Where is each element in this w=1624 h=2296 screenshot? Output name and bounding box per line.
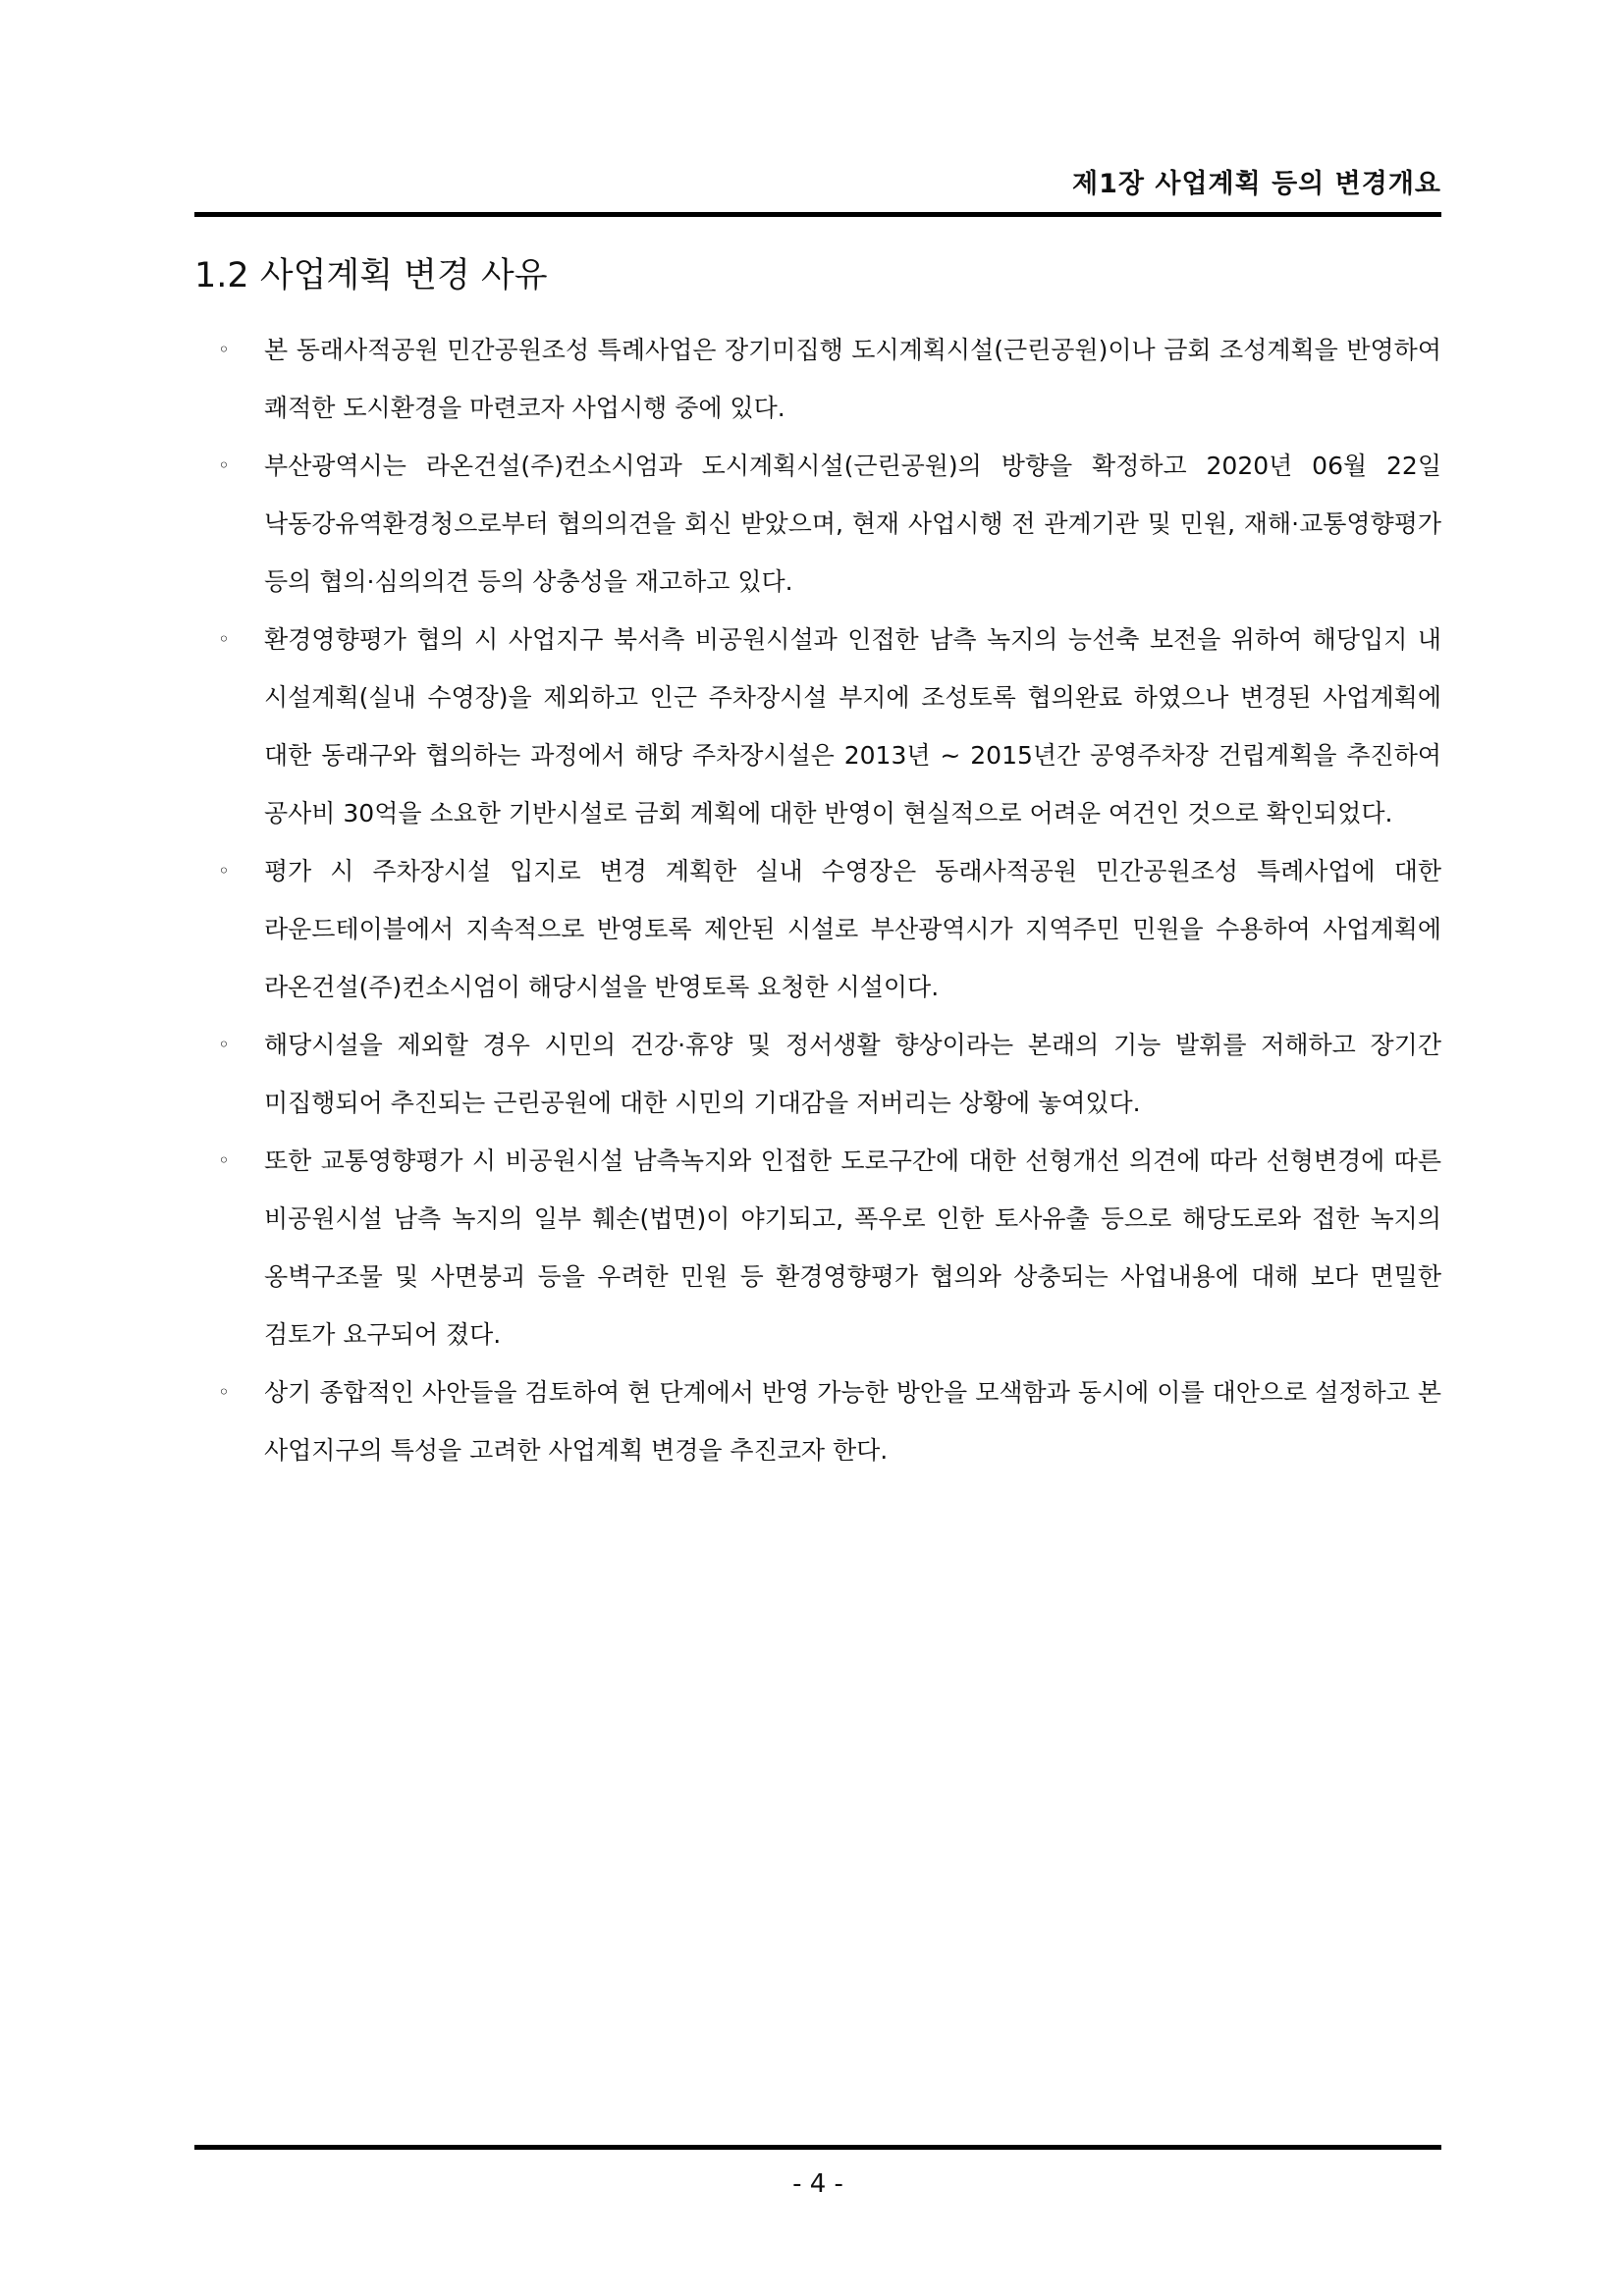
bullet-icon: ◦: [218, 454, 230, 477]
reason-list: [194, 321, 1441, 1479]
bullet-icon: ◦: [218, 859, 230, 882]
bullet-icon: ◦: [218, 627, 230, 651]
list-item-text: 환경영향평가 협의 시 사업지구 북서측 비공원시설과 인접한 남측 녹지의 능선축 보전을 위하여 해당입지 내 시설계획(실내 수영장)을 제외하고 인근 주차장시설 부지에 조성토록 협의완료 하였으나 변경된 사업계획에 대한 동래구와 협의하는 과정에서 해당 주차장시설은 2013년 ~ 2015년간 공영주차장 건립계획을 추진하여 공사비 30억을 소요한 기반시설로 금회 계획에 대한 반영이 현실적으로 어려운 여건인 것으로 확인되었다.: [264, 625, 1441, 828]
bullet-icon: ◦: [218, 338, 230, 361]
bullet-icon: ◦: [218, 1148, 230, 1172]
running-header: 제1장 사업계획 등의 변경개요: [1072, 169, 1441, 199]
header-rule: [194, 212, 1441, 217]
list-item: [194, 1363, 1441, 1479]
list-item: [194, 1132, 1441, 1363]
section-title: 1.2 사업계획 변경 사유: [194, 256, 548, 295]
list-item: [194, 321, 1441, 437]
bullet-icon: ◦: [218, 1033, 230, 1056]
page-number: - 4 -: [792, 2169, 843, 2199]
list-item: [194, 611, 1441, 842]
bullet-icon: ◦: [218, 1380, 230, 1404]
list-item: [194, 842, 1441, 1016]
list-item-text: 평가 시 주차장시설 입지로 변경 계획한 실내 수영장은 동래사적공원 민간공원조성 특례사업에 대한 라운드테이블에서 지속적으로 반영토록 제안된 시설로 부산광역시가 지역주민 민원을 수용하여 사업계획에 라온건설(주)컨소시엄이 해당시설을 반영토록 요청한 시설이다.: [264, 857, 1441, 1001]
list-item-text: 또한 교통영향평가 시 비공원시설 남측녹지와 인접한 도로구간에 대한 선형개선 의견에 따라 선형변경에 따른 비공원시설 남측 녹지의 일부 훼손(법면)이 야기되고, 폭우로 인한 토사유출 등으로 해당도로와 접한 녹지의 옹벽구조물 및 사면붕괴 등을 우려한 민원 등 환경영향평가 협의와 상충되는 사업내용에 대해 보다 면밀한 검토가 요구되어 졌다.: [264, 1147, 1441, 1349]
list-item-text: 본 동래사적공원 민간공원조성 특례사업은 장기미집행 도시계획시설(근린공원)이나 금회 조성계획을 반영하여 쾌적한 도시환경을 마련코자 사업시행 중에 있다.: [264, 336, 1441, 422]
list-item-text: 해당시설을 제외할 경우 시민의 건강·휴양 및 정서생활 향상이라는 본래의 기능 발휘를 저해하고 장기간 미집행되어 추진되는 근린공원에 대한 시민의 기대감을 저버리는 상황에 놓여있다.: [264, 1031, 1441, 1117]
list-item: [194, 1016, 1441, 1132]
list-item-text: 상기 종합적인 사안들을 검토하여 현 단계에서 반영 가능한 방안을 모색함과 동시에 이를 대안으로 설정하고 본 사업지구의 특성을 고려한 사업계획 변경을 추진코자 한다.: [264, 1378, 1441, 1465]
list-item-text: 부산광역시는 라온건설(주)컨소시엄과 도시계획시설(근린공원)의 방향을 확정하고 2020년 06월 22일 낙동강유역환경청으로부터 협의의견을 회신 받았으며, 현재 사업시행 전 관계기관 및 민원, 재해·교통영향평가 등의 협의·심의의견 등의 상충성을 재고하고 있다.: [264, 452, 1441, 596]
footer-rule: [194, 2145, 1441, 2150]
list-item: [194, 437, 1441, 611]
